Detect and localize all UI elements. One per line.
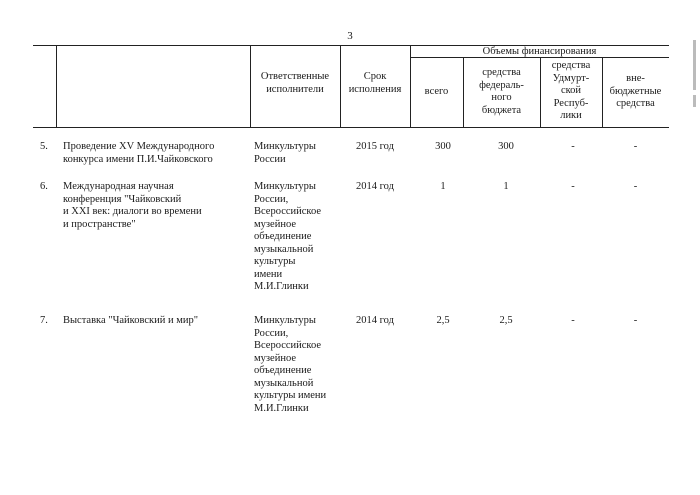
deadline: 2015 год: [356, 141, 394, 152]
deadline-column-header: Срок исполнения: [348, 71, 402, 95]
executors: Минкультуры России, Всероссийское музейное объединение музыкальной культуры имени М.И.Глинки: [254, 315, 327, 414]
deadline: 2014 год: [356, 181, 394, 192]
executors: Минкультуры России, Всероссийское музейное объединение музыкальной культуры имени М.И.Глинки: [254, 181, 322, 292]
extra-budget-column-header: вне- бюджетные средства: [609, 73, 662, 109]
extra-budget-amount: -: [633, 181, 638, 192]
udmurt-column-header: средства Удмурт- ской Респуб- лики: [551, 60, 591, 121]
row-number: 6.: [40, 181, 48, 192]
udmurt-amount: -: [571, 315, 575, 326]
federal-amount: 2,5: [499, 315, 513, 326]
udmurt-amount: -: [571, 181, 575, 192]
table-header-bottom-border: [33, 127, 669, 128]
column-divider: [56, 45, 57, 127]
executors: Минкультуры России: [254, 141, 316, 165]
scan-edge-mark: [693, 95, 696, 107]
page-number: 3: [347, 30, 353, 42]
total-amount: 300: [435, 141, 451, 152]
row-number: 7.: [40, 315, 48, 326]
deadline: 2014 год: [356, 315, 394, 326]
financing-group-header: Объемы финансирования: [482, 46, 597, 57]
event-name: Проведение XV Международного конкурса имени П.И.Чайковского: [63, 141, 215, 165]
federal-amount: 1: [503, 181, 509, 192]
row-number: 5.: [40, 141, 48, 152]
udmurt-amount: -: [571, 141, 575, 152]
total-column-header: всего: [424, 86, 449, 97]
total-amount: 2,5: [436, 315, 450, 326]
federal-column-header: средства федераль- ного бюджета: [479, 67, 524, 116]
scan-edge-mark: [693, 40, 696, 90]
executors-column-header: Ответственные исполнители: [260, 71, 330, 95]
federal-amount: 300: [498, 141, 514, 152]
total-amount: 1: [440, 181, 446, 192]
extra-budget-amount: -: [633, 315, 638, 326]
event-name: Выставка "Чайковский и мир": [63, 315, 199, 326]
event-name: Международная научная конференция "Чайковский и XXI век: диалоги во времени и пространстве": [63, 181, 202, 230]
extra-budget-amount: -: [633, 141, 638, 152]
